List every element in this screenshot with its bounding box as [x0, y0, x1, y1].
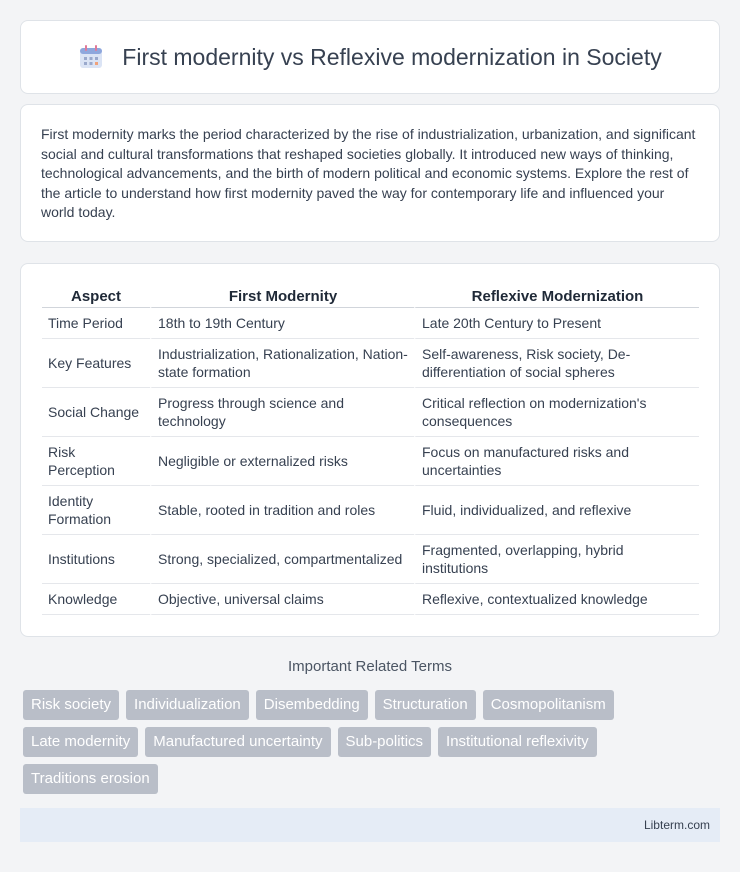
table-row: [42, 388, 699, 437]
tag-manufactured-uncertainty[interactable]: Manufactured uncertainty: [145, 727, 330, 757]
footer-site-link[interactable]: Libterm.com: [643, 818, 710, 832]
related-terms-tags: [23, 690, 723, 794]
table-cell: Negligible or externalized risks: [150, 437, 414, 486]
table-cell: Critical reflection on modernization's consequences: [414, 388, 699, 437]
title-card: [20, 20, 720, 94]
column-header-aspect: Aspect: [42, 284, 150, 308]
table-cell: Social Change: [42, 388, 150, 437]
tag-risk-society[interactable]: Risk society: [23, 690, 119, 720]
table-cell: 18th to 19th Century: [150, 308, 414, 339]
table-cell: Focus on manufactured risks and uncertainties: [414, 437, 699, 486]
calendar-icon: [78, 44, 104, 70]
tag-sub-politics[interactable]: Sub-politics: [338, 727, 432, 757]
table-cell: Strong, specialized, compartmentalized: [150, 535, 414, 584]
table-cell: Fragmented, overlapping, hybrid institutions: [414, 535, 699, 584]
table-row: [42, 437, 699, 486]
tag-traditions-erosion[interactable]: Traditions erosion: [23, 764, 158, 794]
table-cell: Identity Formation: [42, 486, 150, 535]
comparison-table-card: [20, 263, 720, 637]
table-cell: Objective, universal claims: [150, 584, 414, 615]
tag-individualization[interactable]: Individualization: [126, 690, 249, 720]
footer: [20, 808, 720, 842]
column-header-reflexive-modernization: Reflexive Modernization: [414, 284, 699, 308]
tag-institutional-reflexivity[interactable]: Institutional reflexivity: [438, 727, 597, 757]
intro-card: [20, 104, 720, 242]
table-row: [42, 535, 699, 584]
page-title: First modernity vs Reflexive modernization in Society: [122, 43, 662, 70]
table-cell: Stable, rooted in tradition and roles: [150, 486, 414, 535]
tag-cosmopolitanism[interactable]: Cosmopolitanism: [483, 690, 614, 720]
table-header-row: [42, 284, 699, 308]
table-row: [42, 339, 699, 388]
table-cell: Institutions: [42, 535, 150, 584]
tag-late-modernity[interactable]: Late modernity: [23, 727, 138, 757]
tag-disembedding[interactable]: Disembedding: [256, 690, 368, 720]
comparison-table: [42, 284, 699, 615]
table-row: [42, 486, 699, 535]
table-cell: Key Features: [42, 339, 150, 388]
column-header-first-modernity: First Modernity: [150, 284, 414, 308]
table-cell: Self-awareness, Risk society, De-differentiation of social spheres: [414, 339, 699, 388]
table-cell: Reflexive, contextualized knowledge: [414, 584, 699, 615]
table-cell: Progress through science and technology: [150, 388, 414, 437]
table-cell: Fluid, individualized, and reflexive: [414, 486, 699, 535]
table-cell: Risk Perception: [42, 437, 150, 486]
table-row: [42, 308, 699, 339]
table-cell: Time Period: [42, 308, 150, 339]
intro-text: First modernity marks the period characterized by the rise of industrialization, urbanization, and significant social and cultural transformations that reshaped societies globally. It introduced new ways of thinking, technological advancements, and the birth of modern political and economic systems. Explore the rest of the article to understand how first modernity paved the way for contemporary life and influenced your world today.: [41, 126, 696, 220]
related-terms-heading: Important Related Terms: [288, 658, 452, 675]
table-row: [42, 584, 699, 615]
table-cell: Knowledge: [42, 584, 150, 615]
tag-structuration[interactable]: Structuration: [375, 690, 476, 720]
table-cell: Late 20th Century to Present: [414, 308, 699, 339]
table-cell: Industrialization, Rationalization, Nation-state formation: [150, 339, 414, 388]
